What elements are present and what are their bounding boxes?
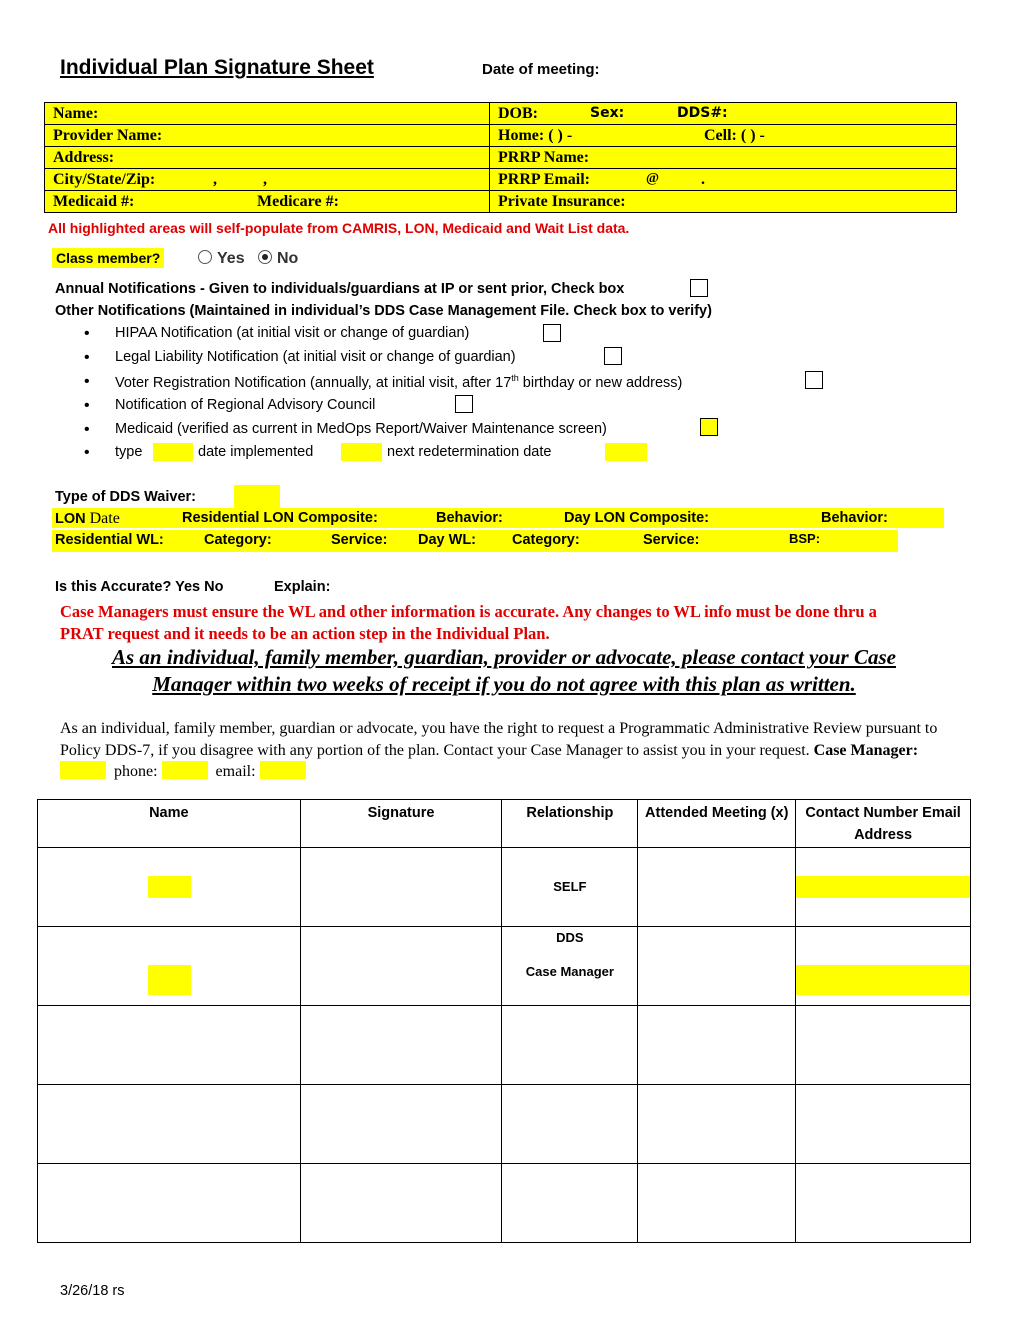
case-manager-warning-line1: Case Managers must ensure the WL and other information is accurate. Any changes to WL info must be done thru a [60, 602, 877, 621]
type-field [153, 443, 193, 461]
email-label: email: [215, 763, 256, 780]
dds-number-label: DDS#: [677, 105, 728, 121]
contact-cell[interactable] [796, 927, 971, 1006]
medicaid-number-label: Medicaid #: [53, 192, 135, 210]
explain-label: Explain: [274, 579, 331, 595]
individual-info-table [44, 102, 957, 213]
table-row [38, 1006, 971, 1085]
contact-field [796, 965, 970, 995]
contact-cell[interactable] [796, 1164, 971, 1243]
contact-field [796, 876, 970, 898]
prrp-email-label: PRRP Email: [498, 170, 590, 188]
category-label: Category: [512, 532, 580, 548]
city-state-zip-label: City/State/Zip: [53, 170, 156, 188]
radio-checked-icon [258, 250, 272, 264]
name-field [148, 965, 191, 995]
residential-lon-label: Residential LON Composite: [182, 510, 378, 526]
medicare-number-label: Medicare #: [257, 193, 339, 210]
page-title: Individual Plan Signature Sheet [60, 56, 374, 79]
name-cell[interactable] [38, 1164, 301, 1243]
hipaa-checkbox[interactable] [543, 324, 561, 342]
type-label: type [115, 444, 143, 460]
relationship-cell [502, 848, 638, 927]
table-row [38, 1085, 971, 1164]
relationship-cell[interactable] [502, 1006, 638, 1085]
date-implemented-label: date implemented [198, 444, 314, 460]
col-header-name: Name [38, 800, 301, 848]
lon-date-text: Date [85, 510, 120, 527]
annual-notifications-checkbox[interactable] [690, 279, 708, 297]
table-row [38, 848, 971, 927]
signature-cell[interactable] [300, 1006, 502, 1085]
radio-no-label: No [277, 250, 299, 267]
contact-notice-line1: As an individual, family member, guardian, provider or advocate, please contact your Case [112, 645, 896, 669]
next-redetermination-label: next redetermination date [387, 444, 552, 460]
class-member-no-radio[interactable] [258, 250, 298, 268]
name-cell[interactable] [38, 848, 301, 927]
radio-yes-label: Yes [217, 250, 245, 267]
behavior-label: Behavior: [821, 510, 888, 526]
signature-cell[interactable] [300, 1164, 502, 1243]
accuracy-question: Is this Accurate? Yes No [55, 579, 224, 595]
contact-cell[interactable] [796, 848, 971, 927]
waiver-type-field [234, 485, 280, 509]
table-row [38, 1164, 971, 1243]
attended-cell[interactable] [638, 927, 796, 1006]
other-notifications-text: Other Notifications (Maintained in individual’s DDS Case Management File. Check box to verify) [55, 303, 712, 319]
attended-cell[interactable] [638, 848, 796, 927]
next-redetermination-field [605, 443, 647, 461]
email-field [260, 761, 306, 779]
class-member-label: Class member? [52, 248, 164, 268]
ordinal-suffix: th [511, 373, 519, 383]
bsp-label: BSP: [789, 531, 821, 546]
at-sign: @ [646, 171, 660, 186]
voter-registration-text [115, 373, 682, 391]
signature-table [37, 799, 971, 1243]
category-label: Category: [204, 532, 272, 548]
dob-label: DOB: [498, 104, 538, 122]
legal-liability-text: Legal Liability Notification (at initial visit or change of guardian) [115, 349, 516, 365]
contact-notice-line2: Manager within two weeks of receipt if you do not agree with this plan as written. [152, 672, 856, 696]
service-label: Service: [331, 532, 388, 548]
comma-separator: , [213, 171, 217, 188]
private-insurance-label: Private Insurance: [498, 192, 626, 210]
annual-notifications-text: Annual Notifications - Given to individuals/guardians at IP or sent prior, Check box [55, 281, 625, 297]
col-header-attended: Attended Meeting (x) [638, 800, 796, 848]
legal-liability-checkbox[interactable] [604, 347, 622, 365]
case-manager-field [60, 761, 106, 779]
name-label: Name: [53, 104, 99, 122]
name-field [148, 876, 191, 898]
signature-cell[interactable] [300, 1085, 502, 1164]
date-implemented-field [341, 443, 382, 461]
lon-text: LON [55, 511, 86, 527]
relationship-cell[interactable] [502, 1164, 638, 1243]
day-lon-composite-label: Day LON Composite: [564, 510, 710, 526]
voter-text-part: birthday or new address) [518, 374, 683, 391]
address-label: Address: [53, 148, 115, 166]
contact-cell[interactable] [796, 1085, 971, 1164]
regional-council-text: Notification of Regional Advisory Council [115, 397, 376, 413]
attended-cell[interactable] [638, 1006, 796, 1085]
sex-label: Sex: [590, 105, 625, 121]
residential-wl-label: Residential WL: [55, 532, 164, 548]
relationship-cell[interactable] [502, 1085, 638, 1164]
dot-separator: . [701, 171, 705, 188]
relationship-case-manager: Case Manager [525, 964, 614, 979]
lon-label [55, 510, 120, 528]
col-header-contact: Contact Number Email Address [796, 800, 971, 848]
relationship-cell [502, 927, 638, 1006]
col-header-relationship: Relationship [502, 800, 638, 848]
medicaid-checkbox[interactable] [700, 418, 718, 436]
voter-registration-checkbox[interactable] [805, 371, 823, 389]
review-text: As an individual, family member, guardian or advocate, you have the right to request a Programmatic Administrative Review pursuant to Policy DDS-7, if you disagree with any portion of the plan. Contact your Case Manager to assist you in your request. [60, 720, 938, 759]
review-paragraph [60, 718, 960, 783]
phone-label: phone: [114, 763, 158, 780]
relationship-self: SELF [553, 879, 587, 894]
behavior-label: Behavior: [436, 510, 503, 526]
col-header-signature: Signature [300, 800, 502, 848]
signature-cell[interactable] [300, 927, 502, 1006]
name-cell[interactable] [38, 1085, 301, 1164]
date-of-meeting-label: Date of meeting: [482, 61, 600, 78]
contact-cell[interactable] [796, 1006, 971, 1085]
day-wl-label: Day WL: [418, 532, 476, 548]
service-label: Service: [643, 532, 700, 548]
radio-unchecked-icon [198, 250, 212, 264]
home-phone-label: Home: ( ) - [498, 126, 573, 144]
waiver-type-label: Type of DDS Waiver: [55, 489, 196, 505]
relationship-dds: DDS [556, 930, 584, 945]
provider-name-label: Provider Name: [53, 126, 163, 144]
case-manager-warning-line2: PRAT request and it needs to be an action step in the Individual Plan. [60, 624, 550, 643]
voter-text-part: Voter Registration Notification (annually, at initial visit, after 17 [115, 374, 512, 391]
medicaid-verify-text: Medicaid (verified as current in MedOps Report/Waiver Maintenance screen) [115, 421, 607, 437]
signature-cell[interactable] [300, 848, 502, 927]
phone-field [162, 761, 208, 779]
attended-cell[interactable] [638, 1164, 796, 1243]
attended-cell[interactable] [638, 1085, 796, 1164]
table-row [38, 927, 971, 1006]
name-cell[interactable] [38, 927, 301, 1006]
regional-council-checkbox[interactable] [455, 395, 473, 413]
class-member-yes-radio[interactable] [198, 250, 245, 268]
self-populate-note: All highlighted areas will self-populate from CAMRIS, LON, Medicaid and Wait List data. [48, 220, 630, 236]
footer-date: 3/26/18 rs [60, 1283, 125, 1299]
name-cell[interactable] [38, 1006, 301, 1085]
case-manager-label: Case Manager: [813, 741, 919, 759]
prrp-name-label: PRRP Name: [498, 148, 590, 166]
hipaa-text: HIPAA Notification (at initial visit or change of guardian) [115, 325, 470, 341]
cell-phone-label: Cell: ( ) - [704, 127, 765, 144]
comma-separator: , [263, 171, 267, 188]
